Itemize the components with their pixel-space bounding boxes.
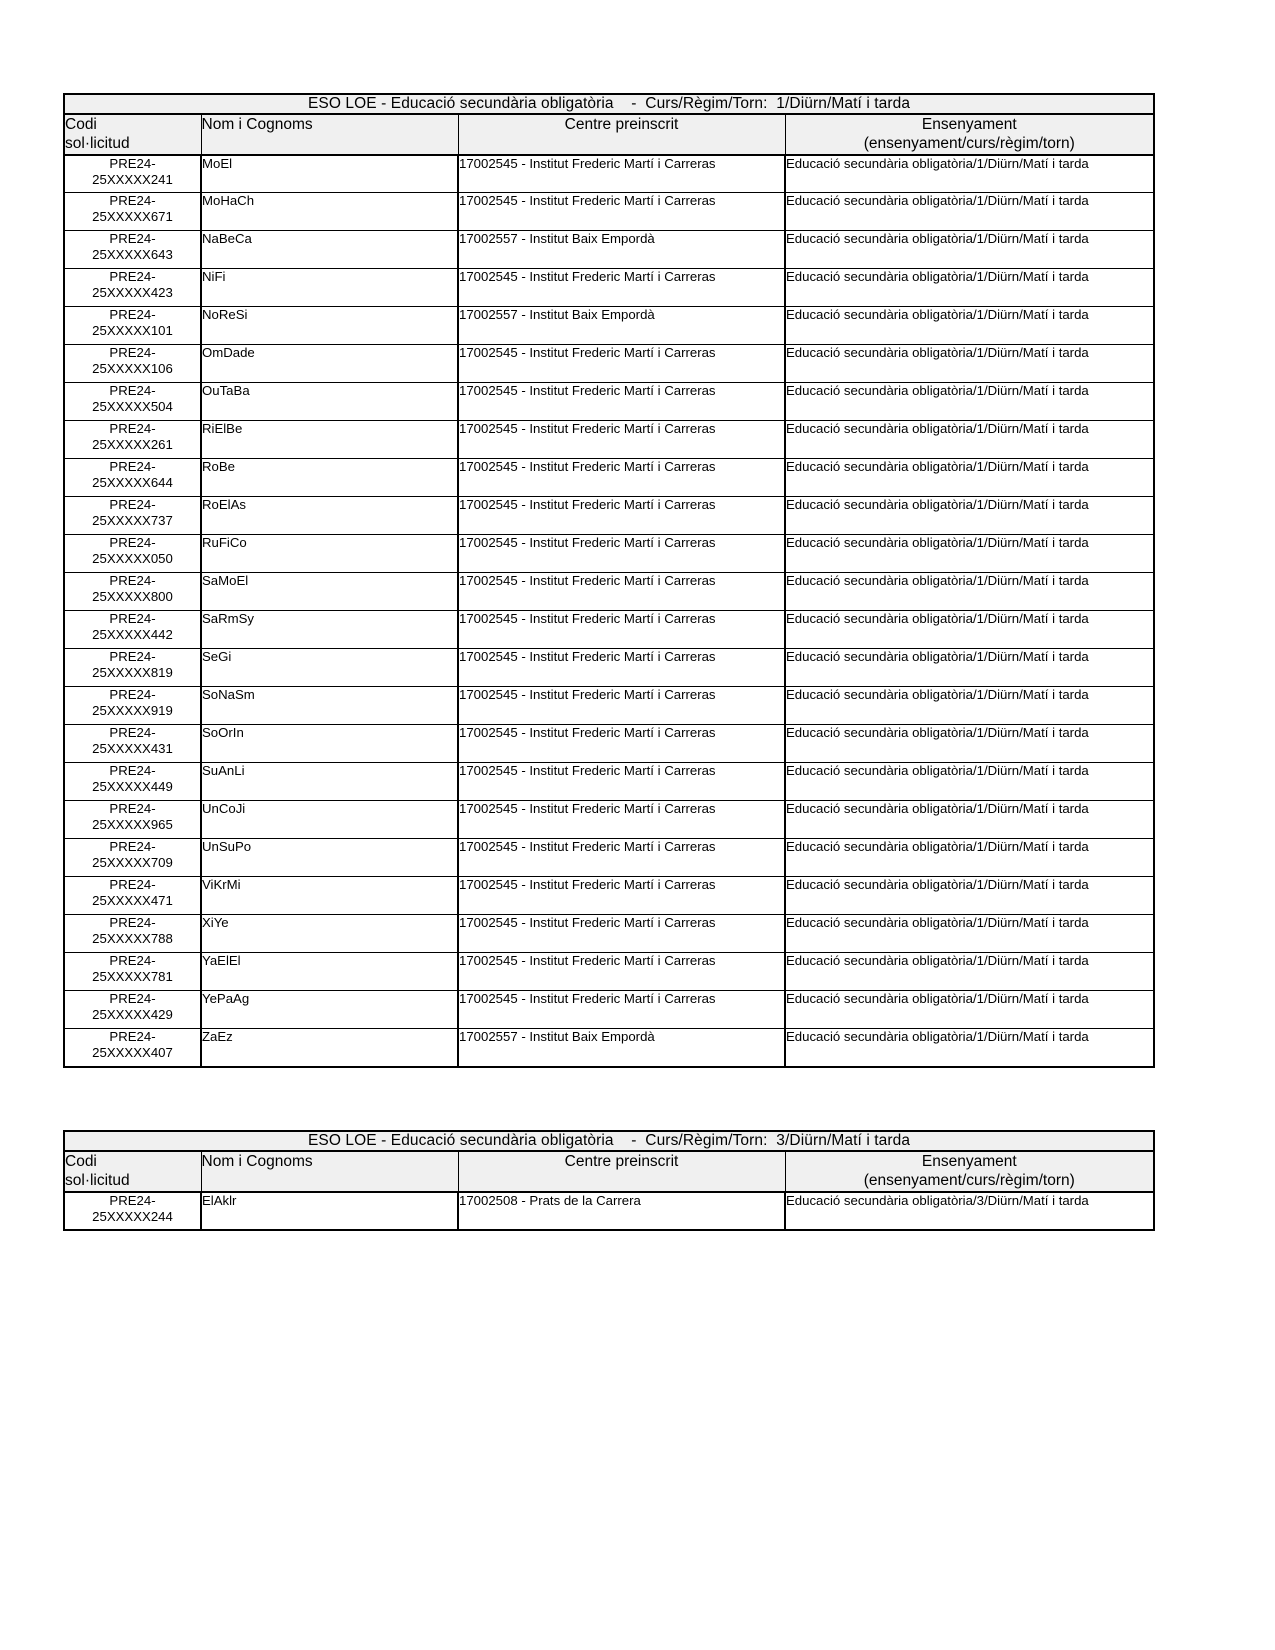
cell-ensenyament: Educació secundària obligatòria/1/Diürn/Matí i tarda — [785, 231, 1154, 269]
codi-line2: 25XXXXX442 — [92, 627, 173, 643]
cell-ensenyament: Educació secundària obligatòria/1/Diürn/Matí i tarda — [785, 915, 1154, 953]
cell-nom-cognoms: RuFiCo — [201, 535, 458, 573]
cell-codi-solicitud — [64, 421, 201, 459]
table-row — [64, 649, 1154, 687]
table-2-head — [64, 1131, 1154, 1192]
cell-nom-cognoms: ZaEz — [201, 1029, 458, 1067]
codi-line2: 25XXXXX919 — [92, 703, 173, 719]
column-header-codi-line2: sol·licitud — [65, 135, 130, 153]
cell-centre-preinscrit: 17002557 - Institut Baix Empordà — [458, 307, 785, 345]
table-row — [64, 801, 1154, 839]
table-row — [64, 345, 1154, 383]
table-block-1 — [63, 93, 1153, 1068]
table-row — [64, 155, 1154, 193]
cell-nom-cognoms: OmDade — [201, 345, 458, 383]
cell-codi-solicitud — [64, 535, 201, 573]
table-2-title: ESO LOE - Educació secundària obligatòria - Curs/Règim/Torn: 3/Diürn/Matí i tarda — [64, 1131, 1154, 1151]
table-row — [64, 877, 1154, 915]
table-row — [64, 497, 1154, 535]
column-header-nom-label: Nom i Cognoms — [201, 116, 313, 133]
codi-line1: PRE24- — [109, 991, 156, 1007]
table-row — [64, 763, 1154, 801]
table-2-body — [64, 1192, 1154, 1230]
cell-nom-cognoms: SoOrIn — [201, 725, 458, 763]
codi-line2: 25XXXXX431 — [92, 741, 173, 757]
column-header-centre-label: Centre preinscrit — [564, 1152, 679, 1170]
codi-line2: 25XXXXX241 — [92, 171, 173, 187]
table-1-head — [64, 94, 1154, 155]
table-row — [64, 953, 1154, 991]
codi-line1: PRE24- — [109, 611, 156, 627]
cell-centre-preinscrit: 17002545 - Institut Frederic Martí i Carreras — [458, 269, 785, 307]
codi-line1: PRE24- — [109, 497, 156, 513]
cell-codi-solicitud — [64, 611, 201, 649]
column-header-nom — [201, 114, 458, 155]
codi-line2: 25XXXXX101 — [92, 323, 173, 339]
cell-nom-cognoms: YaElEl — [201, 953, 458, 991]
cell-ensenyament: Educació secundària obligatòria/1/Diürn/Matí i tarda — [785, 573, 1154, 611]
cell-nom-cognoms: RoElAs — [201, 497, 458, 535]
cell-centre-preinscrit: 17002545 - Institut Frederic Martí i Carreras — [458, 155, 785, 193]
cell-nom-cognoms: ElAklr — [201, 1192, 458, 1230]
table-row — [64, 535, 1154, 573]
column-header-codi — [64, 114, 201, 155]
cell-codi-solicitud — [64, 991, 201, 1029]
codi-line1: PRE24- — [109, 155, 156, 171]
table-row — [64, 459, 1154, 497]
cell-ensenyament: Educació secundària obligatòria/1/Diürn/Matí i tarda — [785, 193, 1154, 231]
cell-ensenyament: Educació secundària obligatòria/1/Diürn/Matí i tarda — [785, 801, 1154, 839]
cell-codi-solicitud — [64, 953, 201, 991]
cell-centre-preinscrit: 17002545 - Institut Frederic Martí i Carreras — [458, 459, 785, 497]
codi-line1: PRE24- — [109, 421, 156, 437]
cell-centre-preinscrit: 17002545 - Institut Frederic Martí i Carreras — [458, 953, 785, 991]
cell-nom-cognoms: RoBe — [201, 459, 458, 497]
table-row — [64, 839, 1154, 877]
table-block-2 — [63, 1130, 1153, 1231]
cell-centre-preinscrit: 17002545 - Institut Frederic Martí i Carreras — [458, 497, 785, 535]
cell-ensenyament: Educació secundària obligatòria/1/Diürn/Matí i tarda — [785, 459, 1154, 497]
cell-ensenyament: Educació secundària obligatòria/1/Diürn/Matí i tarda — [785, 877, 1154, 915]
cell-centre-preinscrit: 17002545 - Institut Frederic Martí i Carreras — [458, 383, 785, 421]
cell-nom-cognoms: OuTaBa — [201, 383, 458, 421]
cell-nom-cognoms: NaBeCa — [201, 231, 458, 269]
cell-ensenyament: Educació secundària obligatòria/1/Diürn/Matí i tarda — [785, 649, 1154, 687]
cell-nom-cognoms: MoHaCh — [201, 193, 458, 231]
cell-centre-preinscrit: 17002545 - Institut Frederic Martí i Carreras — [458, 687, 785, 725]
column-header-ensenyament — [785, 1151, 1154, 1192]
column-header-ensenyament-line1: Ensenyament — [921, 116, 1017, 133]
cell-nom-cognoms: UnCoJi — [201, 801, 458, 839]
cell-nom-cognoms: YePaAg — [201, 991, 458, 1029]
cell-codi-solicitud — [64, 497, 201, 535]
cell-centre-preinscrit: 17002545 - Institut Frederic Martí i Carreras — [458, 193, 785, 231]
cell-centre-preinscrit: 17002545 - Institut Frederic Martí i Carreras — [458, 839, 785, 877]
codi-line2: 25XXXXX429 — [92, 1007, 173, 1023]
codi-line1: PRE24- — [109, 953, 156, 969]
codi-line2: 25XXXXX407 — [92, 1045, 173, 1061]
cell-centre-preinscrit: 17002545 - Institut Frederic Martí i Carreras — [458, 801, 785, 839]
cell-ensenyament: Educació secundària obligatòria/1/Diürn/Matí i tarda — [785, 991, 1154, 1029]
cell-codi-solicitud — [64, 1192, 201, 1230]
cell-codi-solicitud — [64, 1029, 201, 1067]
cell-nom-cognoms: SeGi — [201, 649, 458, 687]
table-1-body — [64, 155, 1154, 1067]
column-header-ensenyament — [785, 114, 1154, 155]
cell-codi-solicitud — [64, 573, 201, 611]
codi-line1: PRE24- — [109, 1192, 156, 1208]
preinscription-table-2 — [63, 1130, 1155, 1231]
codi-line2: 25XXXXX504 — [92, 399, 173, 415]
cell-codi-solicitud — [64, 155, 201, 193]
cell-codi-solicitud — [64, 915, 201, 953]
codi-line1: PRE24- — [109, 801, 156, 817]
table-1-column-header-row — [64, 114, 1154, 155]
cell-codi-solicitud — [64, 839, 201, 877]
column-header-codi-line1: Codi — [65, 1152, 97, 1170]
codi-line2: 25XXXXX471 — [92, 893, 173, 909]
codi-line2: 25XXXXX965 — [92, 817, 173, 833]
codi-line1: PRE24- — [109, 307, 156, 323]
column-header-ensenyament-line1: Ensenyament — [921, 1152, 1017, 1170]
cell-centre-preinscrit: 17002557 - Institut Baix Empordà — [458, 231, 785, 269]
codi-line1: PRE24- — [109, 459, 156, 475]
cell-ensenyament: Educació secundària obligatòria/1/Diürn/Matí i tarda — [785, 763, 1154, 801]
table-row — [64, 231, 1154, 269]
table-2-column-header-row — [64, 1151, 1154, 1192]
codi-line1: PRE24- — [109, 687, 156, 703]
table-row — [64, 687, 1154, 725]
cell-ensenyament: Educació secundària obligatòria/1/Diürn/Matí i tarda — [785, 611, 1154, 649]
cell-nom-cognoms: SuAnLi — [201, 763, 458, 801]
table-row — [64, 269, 1154, 307]
cell-codi-solicitud — [64, 801, 201, 839]
codi-line1: PRE24- — [109, 725, 156, 741]
cell-centre-preinscrit: 17002545 - Institut Frederic Martí i Carreras — [458, 535, 785, 573]
codi-line2: 25XXXXX788 — [92, 931, 173, 947]
column-header-centre-label: Centre preinscrit — [564, 116, 679, 133]
codi-line1: PRE24- — [109, 649, 156, 665]
codi-line1: PRE24- — [109, 839, 156, 855]
codi-line2: 25XXXXX050 — [92, 551, 173, 567]
table-row — [64, 573, 1154, 611]
cell-ensenyament: Educació secundària obligatòria/1/Diürn/Matí i tarda — [785, 953, 1154, 991]
table-row — [64, 611, 1154, 649]
codi-line2: 25XXXXX737 — [92, 513, 173, 529]
cell-codi-solicitud — [64, 877, 201, 915]
table-row — [64, 1029, 1154, 1067]
cell-ensenyament: Educació secundària obligatòria/1/Diürn/Matí i tarda — [785, 1029, 1154, 1067]
cell-ensenyament: Educació secundària obligatòria/1/Diürn/Matí i tarda — [785, 725, 1154, 763]
cell-nom-cognoms: NiFi — [201, 269, 458, 307]
cell-centre-preinscrit: 17002545 - Institut Frederic Martí i Carreras — [458, 345, 785, 383]
cell-ensenyament: Educació secundària obligatòria/3/Diürn/Matí i tarda — [785, 1192, 1154, 1230]
column-header-nom — [201, 1151, 458, 1192]
codi-line2: 25XXXXX643 — [92, 247, 173, 263]
codi-line1: PRE24- — [109, 269, 156, 285]
cell-nom-cognoms: MoEl — [201, 155, 458, 193]
cell-ensenyament: Educació secundària obligatòria/1/Diürn/Matí i tarda — [785, 497, 1154, 535]
cell-centre-preinscrit: 17002508 - Prats de la Carrera — [458, 1192, 785, 1230]
cell-centre-preinscrit: 17002545 - Institut Frederic Martí i Carreras — [458, 725, 785, 763]
cell-codi-solicitud — [64, 649, 201, 687]
cell-centre-preinscrit: 17002545 - Institut Frederic Martí i Carreras — [458, 421, 785, 459]
cell-nom-cognoms: NoReSi — [201, 307, 458, 345]
cell-ensenyament: Educació secundària obligatòria/1/Diürn/Matí i tarda — [785, 155, 1154, 193]
cell-ensenyament: Educació secundària obligatòria/1/Diürn/Matí i tarda — [785, 383, 1154, 421]
column-header-ensenyament-line2: (ensenyament/curs/règim/torn) — [863, 1172, 1075, 1190]
cell-centre-preinscrit: 17002545 - Institut Frederic Martí i Carreras — [458, 573, 785, 611]
table-row — [64, 725, 1154, 763]
cell-ensenyament: Educació secundària obligatòria/1/Diürn/Matí i tarda — [785, 269, 1154, 307]
codi-line2: 25XXXXX800 — [92, 589, 173, 605]
cell-codi-solicitud — [64, 231, 201, 269]
cell-nom-cognoms: XiYe — [201, 915, 458, 953]
cell-centre-preinscrit: 17002557 - Institut Baix Empordà — [458, 1029, 785, 1067]
cell-ensenyament: Educació secundària obligatòria/1/Diürn/Matí i tarda — [785, 345, 1154, 383]
column-header-codi-line1: Codi — [65, 116, 97, 133]
table-row — [64, 991, 1154, 1029]
cell-codi-solicitud — [64, 307, 201, 345]
codi-line1: PRE24- — [109, 877, 156, 893]
codi-line1: PRE24- — [109, 763, 156, 779]
cell-ensenyament: Educació secundària obligatòria/1/Diürn/Matí i tarda — [785, 535, 1154, 573]
cell-nom-cognoms: ViKrMi — [201, 877, 458, 915]
cell-centre-preinscrit: 17002545 - Institut Frederic Martí i Carreras — [458, 649, 785, 687]
codi-line2: 25XXXXX449 — [92, 779, 173, 795]
column-header-ensenyament-line2: (ensenyament/curs/règim/torn) — [863, 135, 1075, 153]
codi-line2: 25XXXXX671 — [92, 209, 173, 225]
cell-centre-preinscrit: 17002545 - Institut Frederic Martí i Carreras — [458, 915, 785, 953]
cell-codi-solicitud — [64, 383, 201, 421]
column-header-centre — [458, 1151, 785, 1192]
cell-ensenyament: Educació secundària obligatòria/1/Diürn/Matí i tarda — [785, 421, 1154, 459]
cell-centre-preinscrit: 17002545 - Institut Frederic Martí i Carreras — [458, 763, 785, 801]
codi-line2: 25XXXXX819 — [92, 665, 173, 681]
cell-codi-solicitud — [64, 687, 201, 725]
codi-line2: 25XXXXX781 — [92, 969, 173, 985]
cell-ensenyament: Educació secundària obligatòria/1/Diürn/Matí i tarda — [785, 687, 1154, 725]
cell-ensenyament: Educació secundària obligatòria/1/Diürn/Matí i tarda — [785, 839, 1154, 877]
codi-line2: 25XXXXX244 — [92, 1208, 173, 1224]
cell-centre-preinscrit: 17002545 - Institut Frederic Martí i Carreras — [458, 991, 785, 1029]
cell-centre-preinscrit: 17002545 - Institut Frederic Martí i Carreras — [458, 611, 785, 649]
codi-line2: 25XXXXX261 — [92, 437, 173, 453]
codi-line2: 25XXXXX644 — [92, 475, 173, 491]
cell-codi-solicitud — [64, 269, 201, 307]
table-2-title-row — [64, 1131, 1154, 1151]
cell-nom-cognoms: SaRmSy — [201, 611, 458, 649]
codi-line2: 25XXXXX709 — [92, 855, 173, 871]
table-row — [64, 193, 1154, 231]
codi-line1: PRE24- — [109, 573, 156, 589]
cell-codi-solicitud — [64, 725, 201, 763]
table-row — [64, 383, 1154, 421]
codi-line1: PRE24- — [109, 1029, 156, 1045]
table-row — [64, 1192, 1154, 1230]
codi-line1: PRE24- — [109, 193, 156, 209]
codi-line1: PRE24- — [109, 345, 156, 361]
table-row — [64, 421, 1154, 459]
column-header-codi — [64, 1151, 201, 1192]
cell-nom-cognoms: SoNaSm — [201, 687, 458, 725]
table-1-title-row — [64, 94, 1154, 114]
cell-centre-preinscrit: 17002545 - Institut Frederic Martí i Carreras — [458, 877, 785, 915]
cell-ensenyament: Educació secundària obligatòria/1/Diürn/Matí i tarda — [785, 307, 1154, 345]
table-row — [64, 307, 1154, 345]
cell-codi-solicitud — [64, 193, 201, 231]
cell-nom-cognoms: RiElBe — [201, 421, 458, 459]
cell-codi-solicitud — [64, 459, 201, 497]
column-header-centre — [458, 114, 785, 155]
cell-nom-cognoms: UnSuPo — [201, 839, 458, 877]
codi-line1: PRE24- — [109, 383, 156, 399]
cell-nom-cognoms: SaMoEl — [201, 573, 458, 611]
codi-line2: 25XXXXX423 — [92, 285, 173, 301]
codi-line1: PRE24- — [109, 231, 156, 247]
cell-codi-solicitud — [64, 763, 201, 801]
codi-line2: 25XXXXX106 — [92, 361, 173, 377]
cell-codi-solicitud — [64, 345, 201, 383]
column-header-codi-line2: sol·licitud — [65, 1172, 130, 1190]
table-row — [64, 915, 1154, 953]
column-header-nom-label: Nom i Cognoms — [201, 1152, 313, 1170]
table-1-title: ESO LOE - Educació secundària obligatòria - Curs/Règim/Torn: 1/Diürn/Matí i tarda — [64, 94, 1154, 114]
preinscription-table-1 — [63, 93, 1155, 1068]
codi-line1: PRE24- — [109, 535, 156, 551]
codi-line1: PRE24- — [109, 915, 156, 931]
table-spacer — [0, 1068, 1275, 1130]
